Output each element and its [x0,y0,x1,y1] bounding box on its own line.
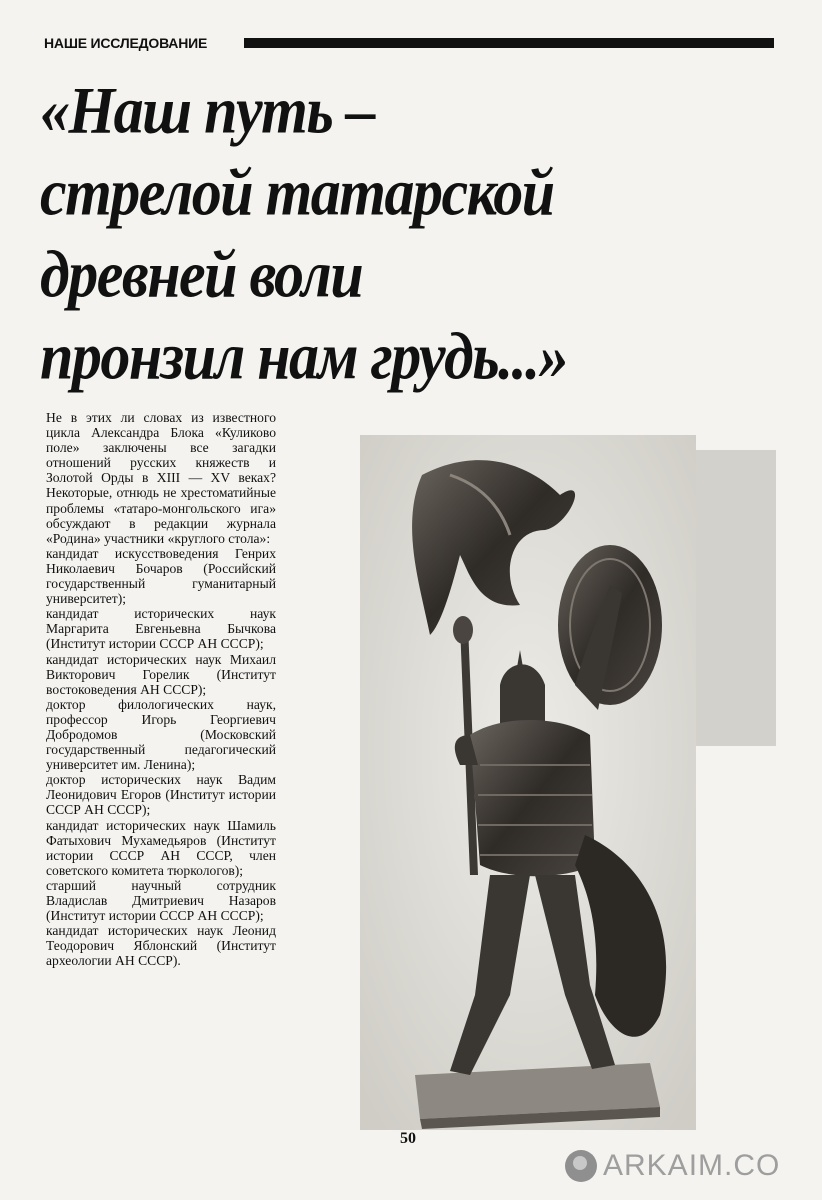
watermark-text: ARKAIM.CO [603,1149,781,1182]
headline-line: древней воли [40,236,363,311]
participant-entry: кандидат искусствоведения Генрих Николаевич Бочаров (Российский государственный гуманитарный университет); [46,545,276,607]
watermark-logo-icon [565,1150,597,1182]
page-number: 50 [400,1130,416,1147]
participant-entry: кандидат исторических наук Михаил Викторович Горелик (Институт востоковедения АН СССР); [46,651,276,697]
warrior-sculpture-illustration [360,435,696,1130]
section-rubric: НАШЕ ИССЛЕДОВАНИЕ [44,35,208,51]
article-headline [40,64,568,393]
watermark [565,1148,780,1184]
sculpture-photo [360,435,696,1130]
headline-line: стрелой татарской [40,154,554,229]
participant-entry: доктор исторических наук Вадим Леонидович Егоров (Институт истории СССР АН СССР); [46,772,276,818]
rubric-row [44,34,774,52]
participant-entry: кандидат исторических наук Шамиль Фатыхович Мухамедьяров (Институт истории СССР АН СССР, член советского комитета тюркологов); [46,817,276,878]
participant-entry: старший научный сотрудник Владислав Дмитриевич Назаров (Институт истории СССР АН СССР); [46,877,276,924]
rubric-rule [244,38,774,48]
intro-paragraph: Не в этих ли словах из известного цикла Александра Блока «Куликово поле» заключены все загадки отношений русских княжеств и Золотой Орды в XIII — XV веках? Некоторые, отнюдь не хрестоматийные проблемы «татаро-монгольского ига» обсуждают в редакции журнала «Родина» участники «круглого стола»: [46,410,276,546]
headline-line: пронзил нам грудь...» [40,318,568,393]
headline-line: «Наш путь – [40,72,375,147]
photo-shadow [696,450,776,746]
participant-entry: доктор филологических наук, профессор Игорь Георгиевич Добродомов (Московский государственный педагогический университет им. Ленина); [46,696,276,773]
participant-entry: кандидат исторических наук Леонид Теодорович Яблонский (Институт археологии АН СССР). [46,923,276,969]
article-body [46,410,276,968]
participant-entry: кандидат исторических наук Маргарита Евгеньевна Бычкова (Институт истории СССР АН СССР); [46,606,276,652]
